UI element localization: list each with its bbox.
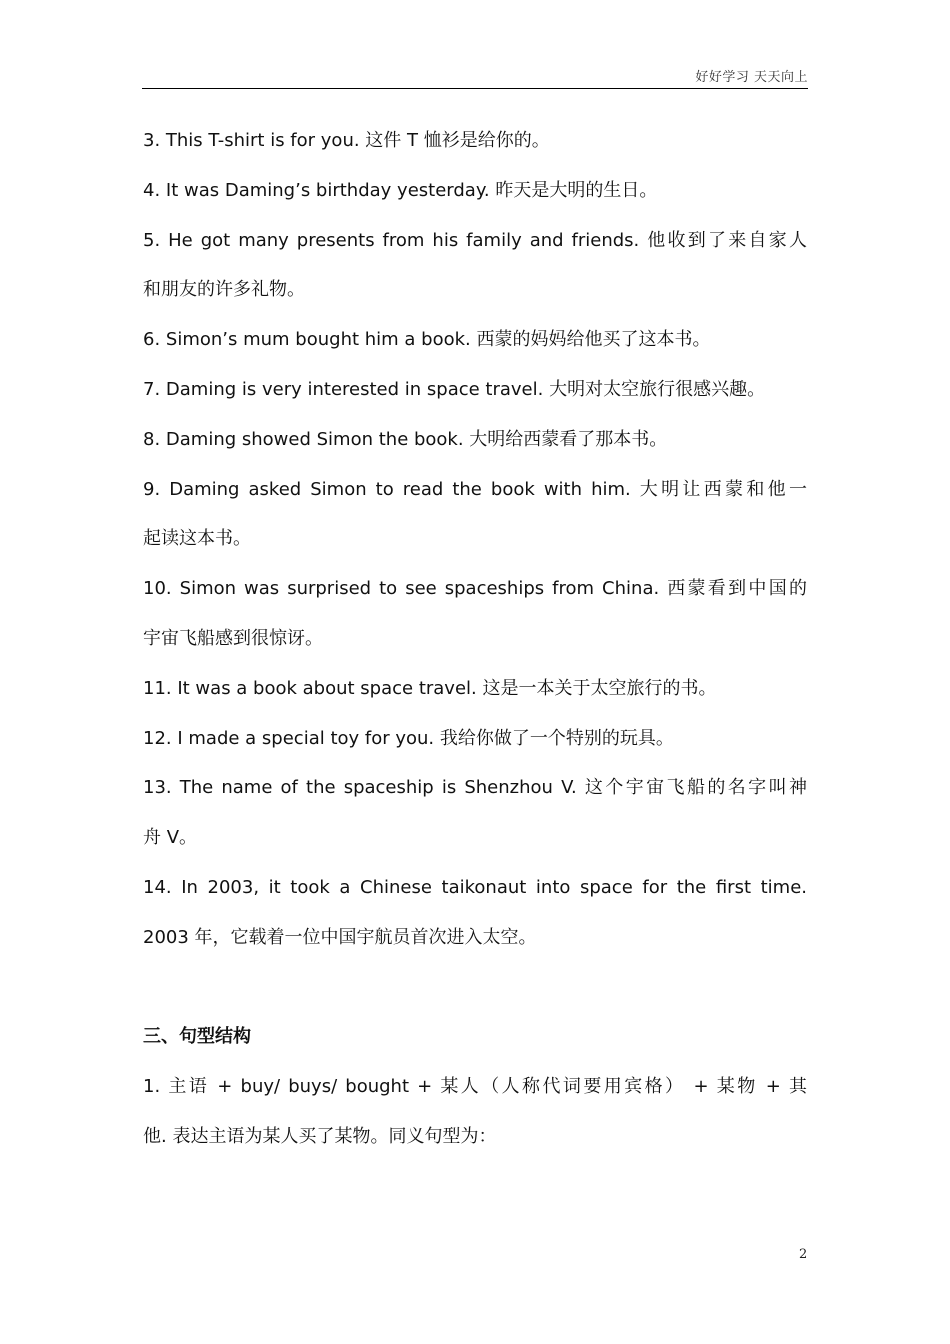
structure-line: 他. 表达主语为某人买了某物。同义句型为： — [143, 1125, 497, 1147]
sentence-line: 11. It was a book about space travel. 这是一本关于太空旅行的书。 — [143, 677, 717, 699]
sentence-line: 12. I made a special toy for you. 我给你做了一个特别的玩具。 — [143, 727, 674, 749]
sentence-line: 5. He got many presents from his family and friends. 他收到了来自家人 — [143, 229, 807, 251]
section-heading: 三、句型结构 — [143, 1026, 251, 1048]
sentence-line: 宇宙飞船感到很惊讶。 — [143, 627, 323, 649]
sentence-line: 7. Daming is very interested in space travel. 大明对太空旅行很感兴趣。 — [143, 378, 766, 400]
sentence-line: 起读这本书。 — [143, 528, 251, 550]
structure-line: 1. 主语 + buy/ buys/ bought + 某人（人称代词要用宾格） + 某物 + 其 — [143, 1076, 807, 1098]
page-number: 2 — [799, 1247, 808, 1262]
page-header-motto: 好好学习 天天向上 — [695, 70, 808, 85]
sentence-line: 14. In 2003, it took a Chinese taikonaut into space for the first time. — [143, 876, 807, 898]
sentence-line: 13. The name of the spaceship is Shenzhou V. 这个宇宙飞船的名字叫神 — [143, 777, 807, 799]
sentence-line: 4. It was Daming’s birthday yesterday. 昨天是大明的生日。 — [143, 179, 658, 201]
sentence-line: 舟 V。 — [143, 827, 198, 849]
sentence-line: 10. Simon was surprised to see spaceships from China. 西蒙看到中国的 — [143, 578, 807, 600]
page-body — [143, 116, 807, 1162]
sentence-line: 2003 年，它载着一位中国宇航员首次进入太空。 — [143, 926, 537, 948]
blank-line — [143, 963, 807, 1013]
header-rule — [142, 88, 808, 89]
sentence-line: 3. This T-shirt is for you. 这件 T 恤衫是给你的。 — [143, 130, 550, 151]
sentence-line: 和朋友的许多礼物。 — [143, 279, 305, 301]
sentence-line: 8. Daming showed Simon the book. 大明给西蒙看了那本书。 — [143, 428, 668, 450]
sentence-line: 9. Daming asked Simon to read the book with him. 大明让西蒙和他一 — [143, 478, 807, 500]
sentence-line: 6. Simon’s mum bought him a book. 西蒙的妈妈给他买了这本书。 — [143, 329, 711, 351]
